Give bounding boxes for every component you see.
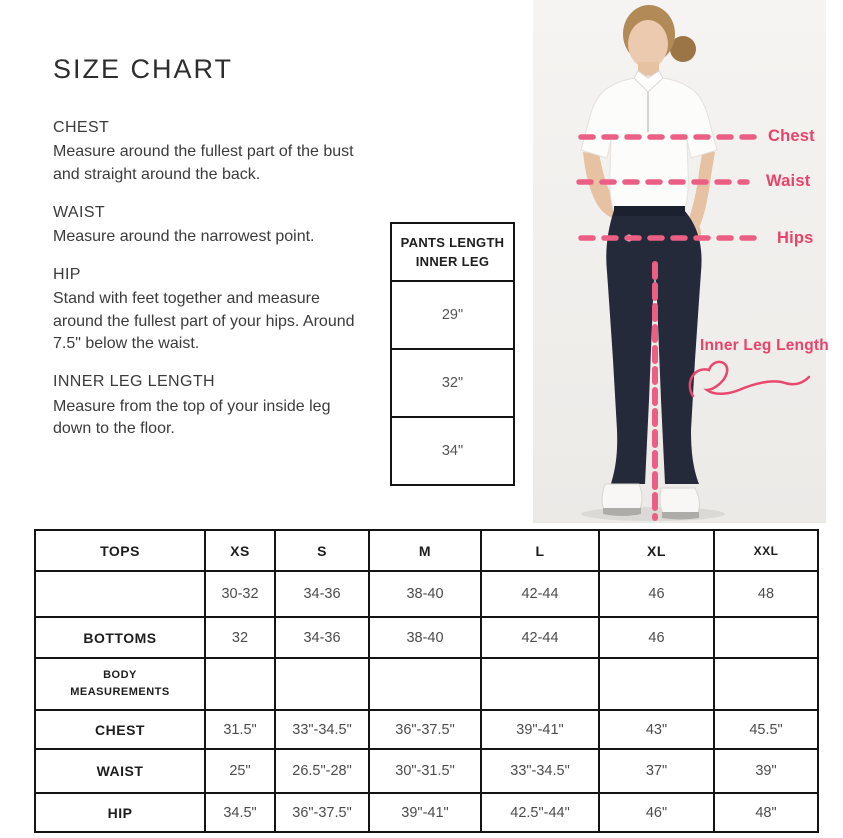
measure-guide — [53, 55, 373, 456]
size-cell: 36"-37.5" — [369, 710, 481, 749]
guide-section-waist — [53, 202, 373, 249]
size-cell — [369, 658, 481, 710]
size-cell: 43" — [599, 710, 714, 749]
size-cell — [714, 617, 818, 658]
pants-length-header: PANTS LENGTH INNER LEG — [391, 223, 514, 281]
size-cell: 46 — [599, 571, 714, 617]
size-cell — [599, 658, 714, 710]
table-row-waist — [35, 749, 818, 793]
inner-leg-line-label: Inner Leg Length — [700, 337, 829, 354]
guide-text-chest: Measure around the fullest part of the bust and straight around the back. — [53, 143, 354, 183]
pants-length-table — [390, 222, 515, 486]
table-row-hip — [35, 793, 818, 832]
col-header-tops: TOPS — [35, 530, 205, 571]
col-header-m: M — [369, 530, 481, 571]
col-header-xxl: XXL — [714, 530, 818, 571]
size-cell: 39" — [714, 749, 818, 793]
size-cell: 33"-34.5" — [275, 710, 369, 749]
size-cell: 25" — [205, 749, 275, 793]
size-cell: 36"-37.5" — [275, 793, 369, 832]
model-photo — [533, 0, 829, 523]
row-label-chest: CHEST — [35, 710, 205, 749]
row-label-bottoms: BOTTOMS — [35, 617, 205, 658]
guide-heading-hip: HIP — [53, 265, 81, 283]
size-cell: 39"-41" — [369, 793, 481, 832]
size-cell: 48" — [714, 793, 818, 832]
size-table — [34, 529, 819, 833]
waist-line-label: Waist — [766, 172, 811, 190]
row-label — [35, 571, 205, 617]
table-row-body-measurements — [35, 658, 818, 710]
row-label-waist: WAIST — [35, 749, 205, 793]
guide-text-inner-leg: Measure from the top of your inside leg down to the floor. — [53, 397, 331, 438]
guide-heading-inner-leg: INNER LEG LENGTH — [53, 373, 215, 391]
size-cell: 46 — [599, 617, 714, 658]
size-cell: 30"-31.5" — [369, 749, 481, 793]
pants-waistband — [614, 206, 685, 216]
table-row-bottoms — [35, 617, 818, 658]
size-cell: 42.5"-44" — [481, 793, 599, 832]
guide-heading-waist: WAIST — [53, 203, 106, 221]
guide-section-chest — [53, 117, 373, 187]
size-cell: 42-44 — [481, 571, 599, 617]
chest-line-label: Chest — [768, 127, 815, 145]
size-cell — [714, 658, 818, 710]
pants-length-value: 32" — [391, 349, 514, 417]
col-header-xs: XS — [205, 530, 275, 571]
size-cell: 34-36 — [275, 617, 369, 658]
guide-section-inner-leg — [53, 371, 373, 441]
size-cell: 46" — [599, 793, 714, 832]
size-cell: 38-40 — [369, 571, 481, 617]
size-cell: 33"-34.5" — [481, 749, 599, 793]
size-cell: 30-32 — [205, 571, 275, 617]
size-cell: 48 — [714, 571, 818, 617]
model-figure-illustration — [533, 0, 826, 523]
size-cell: 34.5" — [205, 793, 275, 832]
table-row-tops-sizes — [35, 571, 818, 617]
size-cell — [205, 658, 275, 710]
pants-length-value: 29" — [391, 281, 514, 349]
size-cell: 39"-41" — [481, 710, 599, 749]
hips-line-label: Hips — [777, 229, 814, 247]
table-row-chest — [35, 710, 818, 749]
size-cell: 31.5" — [205, 710, 275, 749]
row-label-hip: HIP — [35, 793, 205, 832]
model-face — [628, 20, 668, 68]
pants-length-value: 34" — [391, 417, 514, 485]
size-cell: 34-36 — [275, 571, 369, 617]
col-header-s: S — [275, 530, 369, 571]
size-cell — [275, 658, 369, 710]
guide-heading-chest: CHEST — [53, 118, 110, 136]
size-cell: 42-44 — [481, 617, 599, 658]
size-cell: 38-40 — [369, 617, 481, 658]
size-cell: 32 — [205, 617, 275, 658]
page-title: SIZE CHART — [53, 54, 234, 84]
row-label-body-measurements: BODY MEASUREMENTS — [70, 668, 170, 698]
size-cell — [481, 658, 599, 710]
size-cell: 37" — [599, 749, 714, 793]
guide-section-hip — [53, 264, 373, 357]
col-header-xl: XL — [599, 530, 714, 571]
size-cell: 26.5"-28" — [275, 749, 369, 793]
guide-text-hip: Stand with feet together and measure around the fullest part of your hips. Around 7.5" below the waist. — [53, 290, 355, 353]
guide-text-waist: Measure around the narrowest point. — [53, 227, 315, 245]
col-header-l: L — [481, 530, 599, 571]
size-table-header-row — [35, 530, 818, 571]
size-cell: 45.5" — [714, 710, 818, 749]
